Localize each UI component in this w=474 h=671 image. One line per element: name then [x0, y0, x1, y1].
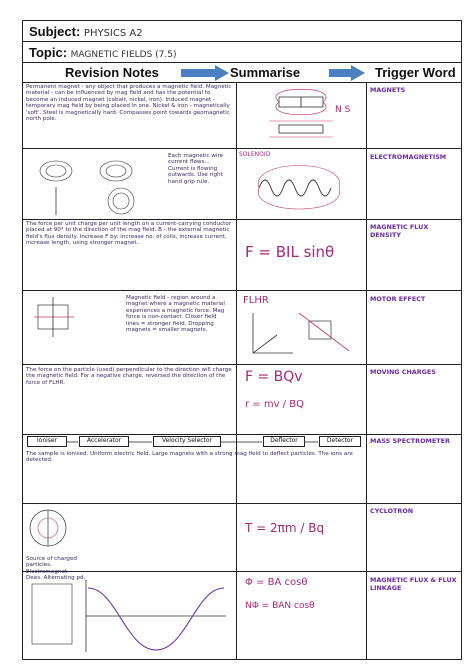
topic-field — [29, 45, 176, 60]
notes-flux-density: The force per unit charge per unit length on a current-carrying conductor placed at 90° to the direction of the mag field. B - the external magnetic field's flux density. Increase F by: increase no. of coils, increase current, increase length, using stronger magnet. — [26, 221, 232, 247]
flhr-label: FLHR — [243, 295, 269, 306]
trigger-flux-density: MAGNETIC FLUX DENSITY — [370, 223, 429, 239]
solenoid-diagram — [239, 158, 363, 216]
summarise-header: Summarise — [230, 65, 301, 80]
trigger-word-header: Trigger Word — [375, 65, 456, 80]
flow-velocity-selector: Velocity Selector — [153, 436, 221, 447]
flow-arrows — [23, 437, 366, 447]
trigger-electromagnetism: ELECTROMAGNETISM — [370, 153, 447, 161]
electromagnetism-text: Each magnetic wire current flows... Current is flowing outwards. Use right hand grip rule. — [168, 153, 224, 185]
topic-label: Topic: — [29, 45, 68, 60]
revision-sheet — [22, 20, 462, 660]
notes-motor-effect — [26, 293, 234, 361]
notes-mass-spectrometer: The sample is ionised. Uniform electric field. Large magnets with a strong mag field to deflect particles. The ions are detected. — [26, 451, 353, 464]
flow-detector: Detector — [319, 436, 361, 447]
subject-value: PHYSICS A2 — [83, 28, 143, 39]
field-lines-diagram — [26, 151, 166, 217]
notes-cyclotron — [26, 506, 234, 582]
arrow-right-icon — [329, 65, 365, 81]
formula-period: T = 2πm / Bq — [245, 521, 325, 535]
revision-notes-header: Revision Notes — [65, 65, 159, 80]
subject-field — [29, 24, 143, 39]
trigger-cyclotron: CYCLOTRON — [370, 507, 414, 515]
summary-motor-effect — [239, 293, 363, 361]
topic-value: MAGNETIC FIELDS (7.5) — [70, 50, 177, 60]
trigger-mass-spectrometer: MASS SPECTROMETER — [370, 437, 450, 445]
subject-label: Subject: — [29, 24, 81, 39]
cyclotron-text: Source of charged particles. Electromagnet. Dees. Alternating pd. — [26, 556, 86, 582]
notes-electromagnetism — [26, 151, 234, 217]
flow-ioniser: Ioniser — [27, 436, 67, 447]
flow-deflector: Deflector — [263, 436, 305, 447]
trigger-motor-effect: MOTOR EFFECT — [370, 295, 426, 303]
cyclotron-diagram — [26, 506, 76, 556]
bar-magnet-diagram — [239, 85, 363, 145]
notes-moving-charges: The force on the particle (used) perpendicular to the direction will charge the magnetic field. For a negative charge, reversed the direction of the force of FLHR. — [26, 367, 232, 386]
formula-flux-linkage: NΦ = BAN cosθ — [245, 601, 315, 611]
trigger-moving-charges: MOVING CHARGES — [370, 368, 436, 376]
pole-labels: N S — [335, 105, 351, 115]
flux-linkage-graph — [26, 574, 232, 656]
solenoid-label: SOLENOID — [239, 151, 271, 158]
notes-flux-linkage — [26, 574, 234, 658]
notes-magnets: Permanent magnet - any object that produces a magnetic field. Magnetic material - can be influenced by mag field and has the potential to become an induced magnet (cobalt, nickel, iron). Induced magnet - temporary mag field by being placed in one. Nickel & iron - magnetically 'soft'. Steel is magnetically hard. Compasses point towards geomagnetic north pole. — [26, 84, 232, 123]
trigger-flux-linkage: MAGNETIC FLUX & FLUX LINKAGE — [370, 576, 457, 592]
formula-flux: Φ = BA cosθ — [245, 577, 308, 588]
motor-effect-text: Magnetic field - region around a magnet where a magnetic material experiences a magnetic force. Mag force is non-contact. Closer field lines = stronger field. Dropping magnets = smaller magnets. — [126, 295, 225, 334]
formula-force-charge: F = BQv — [245, 369, 303, 385]
formula-radius: r = mv / BQ — [245, 399, 304, 410]
summary-magnets — [239, 85, 363, 145]
motor-diagram — [26, 293, 86, 359]
flow-accelerator: Accelerator — [79, 436, 129, 447]
trigger-magnets: MAGNETS — [370, 86, 406, 94]
summary-electromagnetism — [239, 151, 363, 217]
arrow-right-icon — [181, 65, 229, 81]
formula-force-wire: F = BIL sinθ — [245, 243, 335, 261]
